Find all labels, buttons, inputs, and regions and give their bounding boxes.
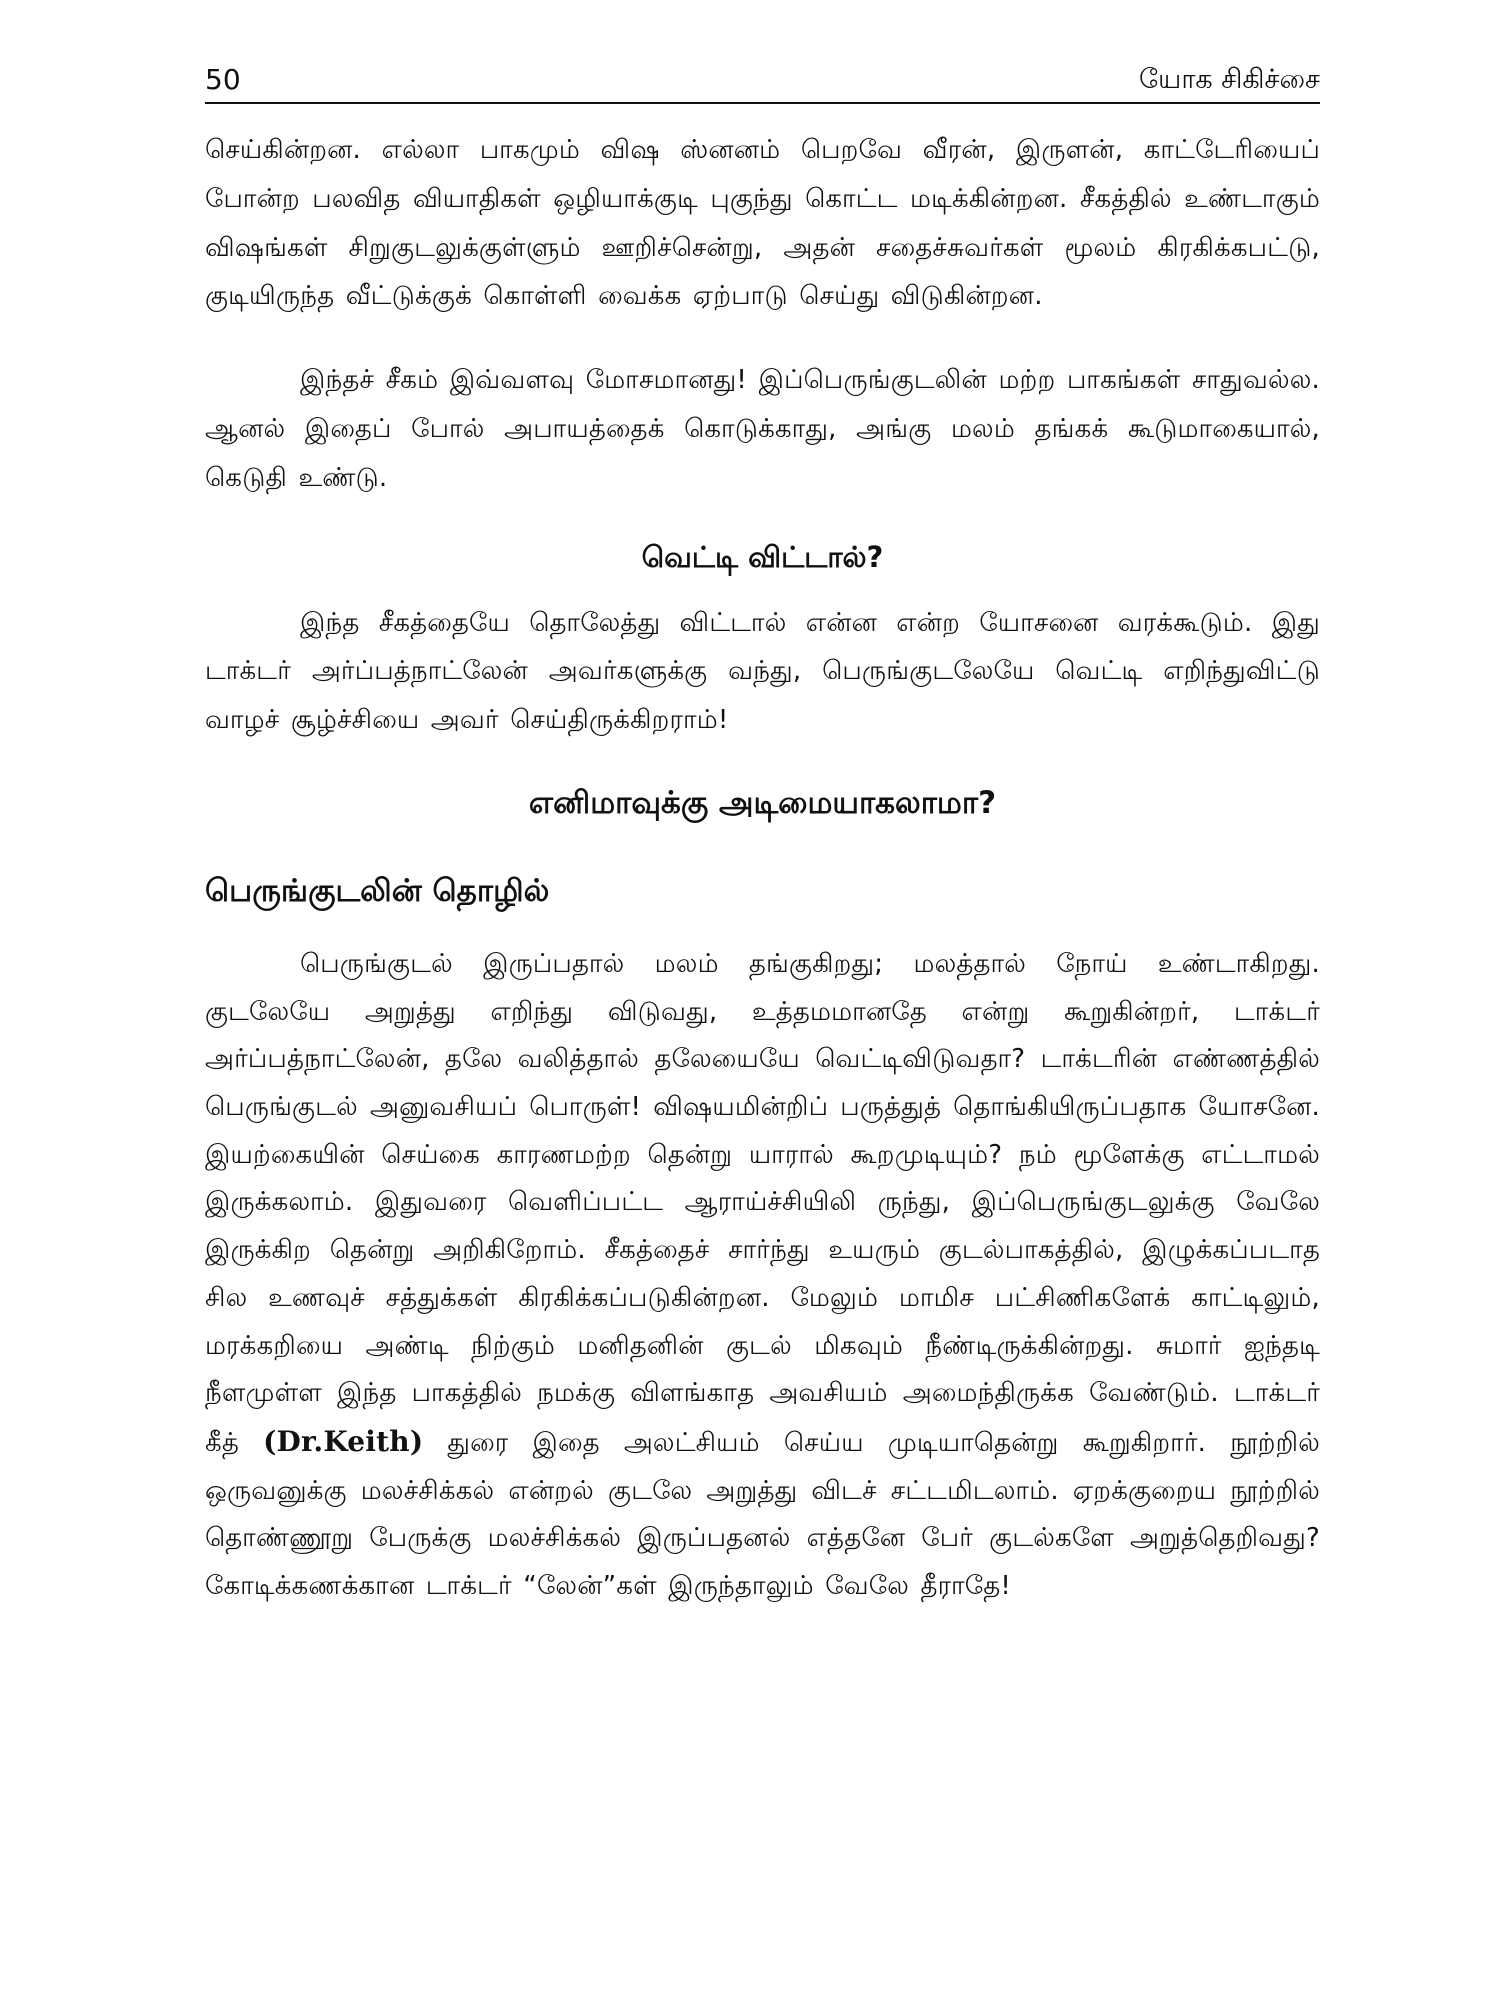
book-page [205,60,1320,1960]
running-title: யோக சிகிச்சை [1139,64,1320,95]
paragraph-4 [205,941,1320,1611]
latin-name-dr-keith: (Dr.Keith) [263,1425,424,1458]
paragraph-4-text-a: பெருங்குடல் இருப்பதால் மலம் தங்குகிறது; மலத்தால் நோய் உண்டாகிறது. குடலேயே அறுத்து எறிந்து விடுவது, உத்தமமானதே என்று கூறுகின்றர், டாக்டர் அர்ப்பத்நாட்லேன், தலே வலித்தால் தலேயையே வெட்டிவிடுவதா? டாக்டரின் எண்ணத்தில் பெருங்குடல் அனுவசியப் பொருள்! விஷயமின்றிப் பருத்துத் தொங்கியிருப்பதாக யோசனே. இயற்கையின் செய்கை காரணமற்ற தென்று யாரால் கூறமுடியும்? நம் மூளேக்கு எட்டாமல் இருக்கலாம். இதுவரை வெளிப்பட்ட ஆராய்ச்சியிலி ருந்து, இப்பெருங்குடலுக்கு வேலே இருக்கிற தென்று அறிகிறோம். சீகத்தைச் சார்ந்து உயரும் குடல்பாகத்தில், இழுக்கப்படாத சில உணவுச் சத்துக்கள் கிரகிக்கப்படுகின்றன. மேலும் மாமிச பட்சிணிகளேக் காட்டிலும், மரக்கறியை அண்டி நிற்கும் மனிதனின் குடல் மிகவும் நீண்டிருக்கின்றது. சுமார் ஐந்தடி நீளமுள்ள இந்த பாகத்தில் நமக்கு விளங்காத அவசியம் அமைந்திருக்க வேண்டும். டாக்டர் கீத் [205,948,1320,1458]
page-number: 50 [205,63,241,96]
paragraph-3: இந்த சீகத்தையே தொலேத்து விட்டால் என்ன என்ற யோசனை வரக்கூடும். இது டாக்டர் அர்ப்பத்நாட்லேன் அவர்களுக்கு வந்து, பெருங்குடலேயே வெட்டி எறிந்துவிட்டு வாழச் சூழ்ச்சியை அவர் செய்திருக்கிறராம்! [205,607,1320,736]
section-heading-cut-off: வெட்டி விட்டால்? [641,539,884,574]
paragraph-4-text-b: துரை இதை அலட்சியம் செய்ய முடியாதென்று கூறுகிறார். நூற்றில் ஒருவனுக்கு மலச்சிக்கல் என்றல் குடலே அறுத்து விடச் சட்டமிடலாம். ஏறக்குறைய நூற்றில் தொண்ணூறு பேருக்கு மலச்சிக்கல் இருப்பதனல் எத்தனே பேர் குடல்களே அறுத்தெறிவது? கோடிக்கணக்கான டாக்டர் “லேன்”கள் இருந்தாலும் வேலே தீராதே! [205,1428,1321,1602]
subheading-colon-function: பெருங்குடலின் தொழில் [205,872,550,909]
paragraph-1: செய்கின்றன. எல்லா பாகமும் விஷ ஸ்னனம் பெறவே வீரன், இருளன், காட்டேரியைப் போன்ற பலவித வியாதிகள் ஒழியாக்குடி புகுந்து கொட்ட மடிக்கின்றன. சீகத்தில் உண்டாகும் விஷங்கள் சிறுகுடலுக்குள்ளும் ஊறிச்சென்று, அதன் சதைச்சுவர்கள் மூலம் கிரகிக்கபட்டு, குடியிருந்த வீட்டுக்குக் கொள்ளி வைக்க ஏற்பாடு செய்து விடுகின்றன. [205,135,1320,312]
paragraph-2: இந்தச் சீகம் இவ்வளவு மோசமானது! இப்பெருங்குடலின் மற்ற பாகங்கள் சாதுவல்ல. ஆனல் இதைப் போல் அபாயத்தைக் கொடுக்காது, அங்கு மலம் தங்கக் கூடுமாகையால், கெடுதி உண்டு. [205,365,1320,493]
page-header [205,60,1320,104]
section-heading-enema: எனிமாவுக்கு அடிமையாகலாமா? [528,784,997,821]
